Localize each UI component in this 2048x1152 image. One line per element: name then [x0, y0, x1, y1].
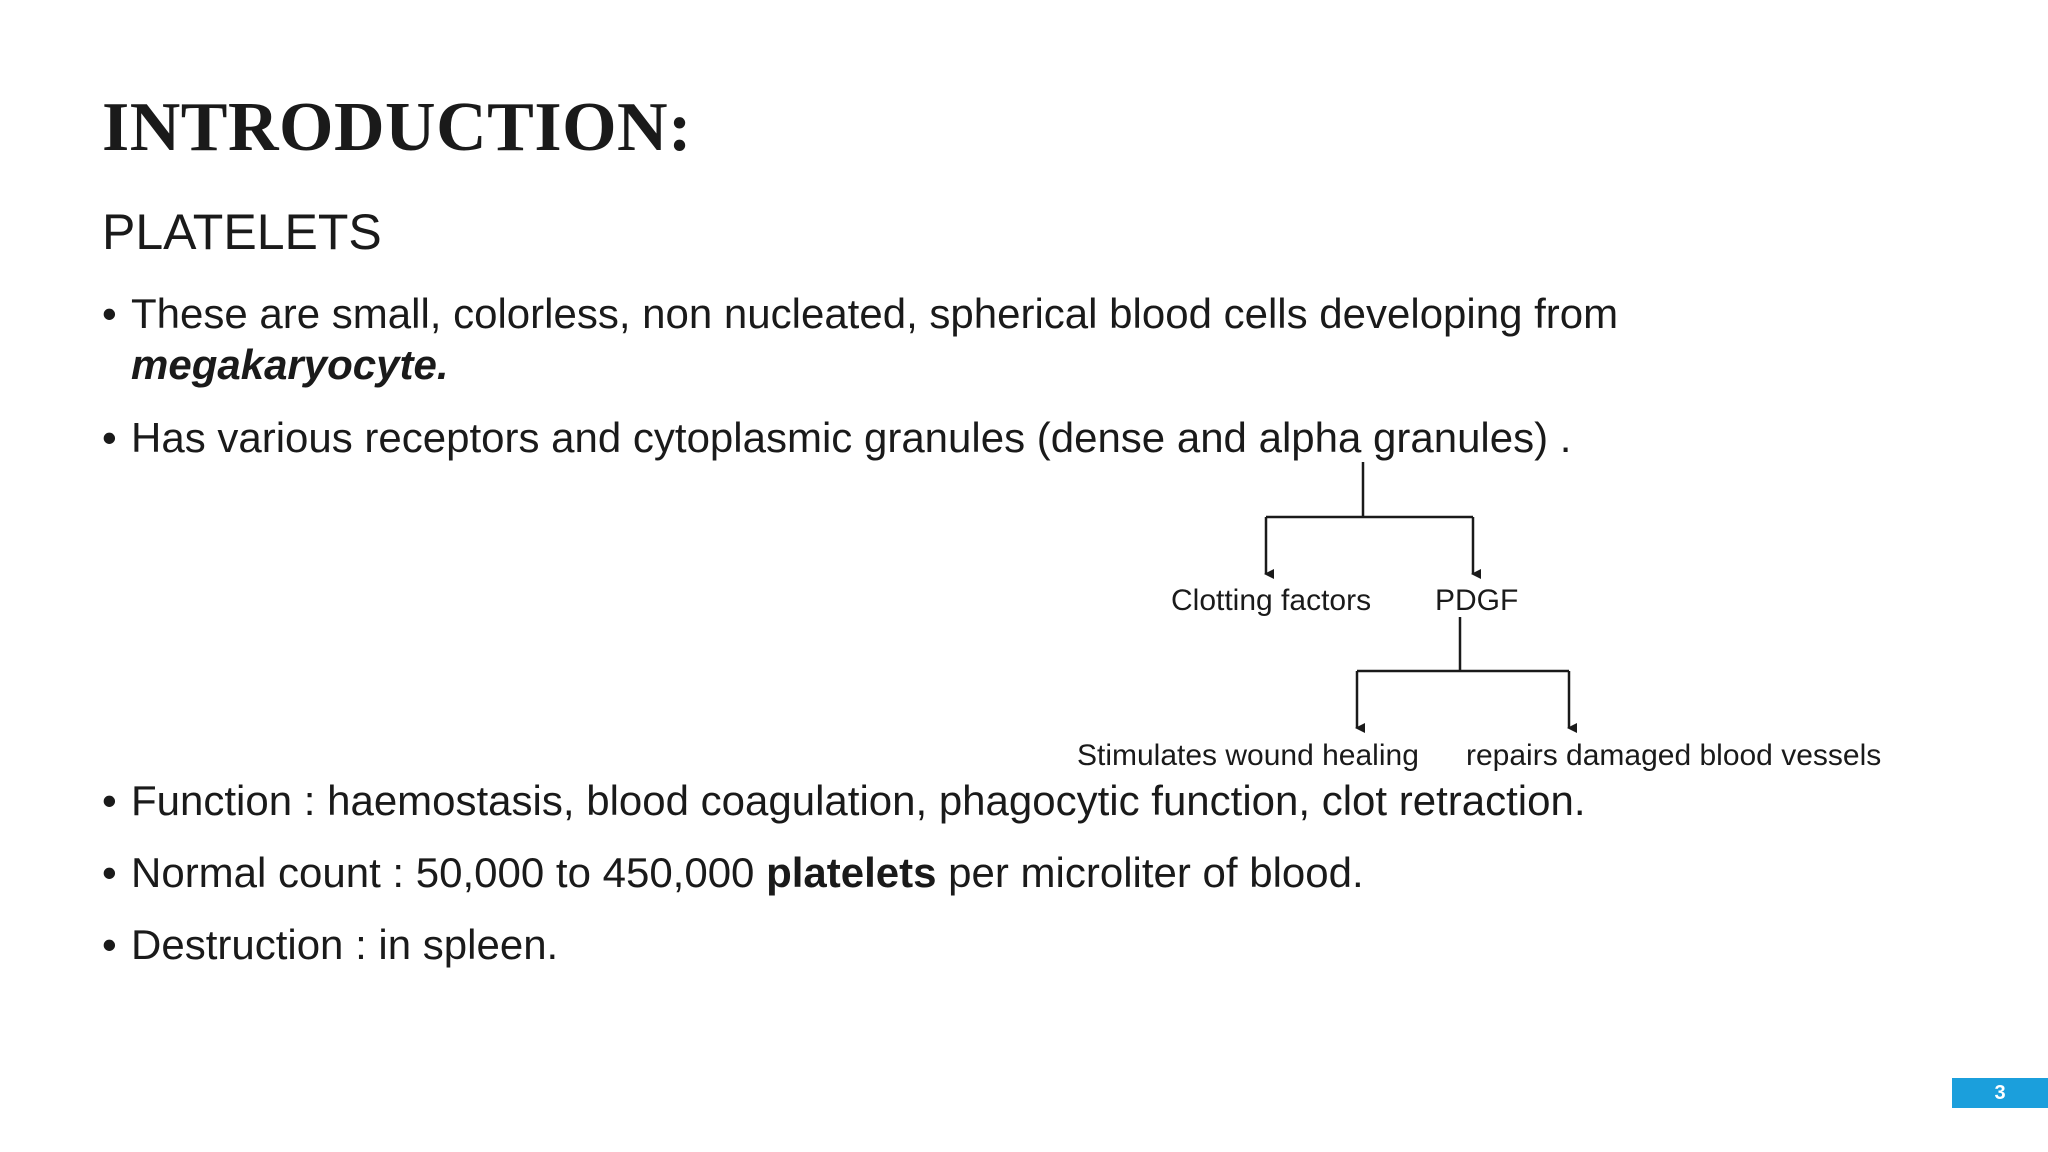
bullet-emphasis-platelets: platelets: [766, 849, 937, 896]
node-repairs-damaged-blood-vessels: repairs damaged blood vessels: [1466, 739, 1882, 772]
bullet-item-description: [102, 288, 1802, 390]
bullet-marker: •: [102, 777, 117, 824]
node-pdgf: PDGF: [1435, 584, 1519, 617]
bullet-text-after: per microliter of blood.: [948, 849, 1364, 896]
bullet-item-function: [102, 775, 1802, 826]
node-stimulates-wound-healing: Stimulates wound healing: [1077, 739, 1419, 772]
page-number-badge: 3: [1952, 1078, 2048, 1108]
bullet-item-normal-count: [102, 847, 1802, 898]
bullet-text: Destruction : in spleen.: [131, 921, 559, 968]
slide-title: INTRODUCTION:: [102, 89, 692, 166]
bullet-text: [102, 847, 1802, 898]
bullet-item-destruction: [102, 919, 1802, 970]
bullet-text: Function : haemostasis, blood coagulation, phagocytic function, clot retraction.: [131, 777, 1586, 824]
node-clotting-factors: Clotting factors: [1171, 584, 1372, 617]
tree-connectors-level2: [1357, 617, 1569, 728]
bullet-text-main: These are small, colorless, non nucleated, spherical blood cells developing from: [131, 290, 1619, 337]
bullet-marker: •: [102, 414, 117, 461]
bullet-marker: •: [102, 290, 117, 337]
bullet-emphasis-megakaryocyte: megakaryocyte.: [131, 341, 449, 388]
tree-connectors-level1: [1266, 462, 1473, 574]
bullet-text: [102, 288, 1802, 390]
slide-subtitle: PLATELETS: [102, 204, 382, 260]
bullet-marker: •: [102, 849, 117, 896]
bullet-marker: •: [102, 921, 117, 968]
bullet-text: Has various receptors and cytoplasmic granules (dense and alpha granules) .: [131, 414, 1572, 461]
bullet-item-receptors: [102, 412, 1802, 463]
bullet-text-before: Normal count : 50,000 to 450,000: [131, 849, 755, 896]
